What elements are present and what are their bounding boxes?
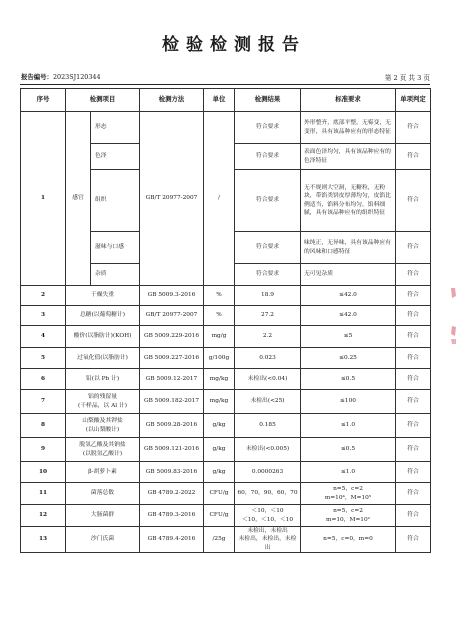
report-number-value: 2023SJ120344 (52, 73, 101, 81)
verdict-cell: 符合 (396, 306, 431, 326)
result-cell: 0.0000263 (235, 462, 301, 483)
standard-cell: ≤100 (301, 390, 396, 414)
standard-cell: n=5，c=2 m=10⁴，M=10⁵ (301, 483, 396, 505)
row-no: 1 (21, 112, 66, 286)
page-info: 第 2 页 共 3 页 (384, 74, 430, 82)
table-row (21, 390, 431, 414)
report-title: 检验检测报告 (162, 35, 306, 55)
item-cell: 铅(以 Pb 计) (66, 369, 140, 390)
header-result: 检测结果 (235, 89, 301, 112)
seal-edge-mark (449, 286, 458, 346)
table-row (21, 483, 431, 505)
result-cell: 符合要求 (235, 144, 301, 170)
standard-cell: 味纯正，无异味，具有该品种应有的风味和口感特征 (301, 232, 396, 264)
results-table (20, 88, 431, 553)
standard-cell: 外形整齐，底部平整，无霉变，无变形，具有该品种应有的形态特征 (301, 112, 396, 144)
verdict-cell: 符合 (396, 112, 431, 144)
verdict-cell: 符合 (396, 144, 431, 170)
sensory-method: GB/T 20977-2007 (140, 112, 204, 286)
method-cell: GB 5009.28-2016 (140, 414, 204, 438)
result-cell: 60，70，90，60，70 (235, 483, 301, 505)
method-cell: GB 5009.182-2017 (140, 390, 204, 414)
standard-cell: ≤0.5 (301, 438, 396, 462)
table-row (21, 326, 431, 348)
sensory-sub-item: 色泽 (91, 144, 140, 170)
item-cell: 菌落总数 (66, 483, 140, 505)
unit-cell: g/kg (204, 414, 235, 438)
standard-cell: ≤42.0 (301, 306, 396, 326)
row-no: 3 (21, 306, 66, 326)
result-cell: 18.9 (235, 286, 301, 306)
item-cell: 酸价(以脂肪计)(KOH) (66, 326, 140, 348)
verdict-cell: 符合 (396, 462, 431, 483)
verdict-cell: 符合 (396, 232, 431, 264)
result-cell: 2.2 (235, 326, 301, 348)
item-cell: 沙门氏菌 (66, 527, 140, 553)
table-row (21, 414, 431, 438)
report-number (21, 72, 101, 81)
method-cell: GB 4789.2-2022 (140, 483, 204, 505)
sensory-sub-item: 组织 (91, 170, 140, 232)
verdict-cell: 符合 (396, 264, 431, 286)
standard-cell: ≤1.0 (301, 414, 396, 438)
verdict-cell: 符合 (396, 170, 431, 232)
header-rule (20, 84, 430, 85)
row-no: 8 (21, 414, 66, 438)
result-cell: 27.2 (235, 306, 301, 326)
simple-rows (21, 286, 431, 553)
table-header-row (21, 89, 431, 112)
item-cell: 脱氢乙酸及其钠盐 (以脱氢乙酸计) (66, 438, 140, 462)
row-no: 13 (21, 527, 66, 553)
standard-cell: ≤5 (301, 326, 396, 348)
result-cell: 未检出(<0.04) (235, 369, 301, 390)
verdict-cell: 符合 (396, 390, 431, 414)
standard-cell: ≤42.0 (301, 286, 396, 306)
verdict-cell: 符合 (396, 483, 431, 505)
unit-cell: CFU/g (204, 483, 235, 505)
report-number-label: 报告编号： (21, 73, 53, 81)
method-cell: GB 4789.3-2016 (140, 505, 204, 527)
unit-cell: mg/kg (204, 390, 235, 414)
standard-cell: 无不规则大空洞，无糖粒，无粉块，带馅类饼皮厚薄均匀，皮馅比例适当，馅料分布均匀，馅料细腻，具有该品种应有的组织特征 (301, 170, 396, 232)
sensory-sub-item: 杂质 (91, 264, 140, 286)
unit-cell: g/kg (204, 438, 235, 462)
header-method: 检测方法 (140, 89, 204, 112)
standard-cell: ≤0.25 (301, 348, 396, 369)
result-cell: 0.185 (235, 414, 301, 438)
sensory-category: 感官 (66, 112, 91, 286)
unit-cell: g/kg (204, 462, 235, 483)
unit-cell: CFU/g (204, 505, 235, 527)
result-cell: 未检出，未检出 未检出，未检出，未检出 (235, 527, 301, 553)
header-standard: 标准要求 (301, 89, 396, 112)
header-no: 序号 (21, 89, 66, 112)
method-cell: GB 5009.83-2016 (140, 462, 204, 483)
result-cell: 符合要求 (235, 112, 301, 144)
row-no: 10 (21, 462, 66, 483)
standard-cell: ≤1.0 (301, 462, 396, 483)
table-row (21, 462, 431, 483)
result-cell: 未检出(<0.005) (235, 438, 301, 462)
table-row (21, 527, 431, 553)
table-row (21, 438, 431, 462)
standard-cell: n=5，c=0，m=0 (301, 527, 396, 553)
verdict-cell: 符合 (396, 348, 431, 369)
table-row (21, 286, 431, 306)
row-no: 11 (21, 483, 66, 505)
sensory-sub-item: 形态 (91, 112, 140, 144)
header-item: 检测项目 (66, 89, 140, 112)
sensory-unit: / (204, 112, 235, 286)
table-row (21, 306, 431, 326)
verdict-cell: 符合 (396, 414, 431, 438)
verdict-cell: 符合 (396, 438, 431, 462)
standard-cell: 无可见杂质 (301, 264, 396, 286)
header-verdict: 单项判定 (396, 89, 431, 112)
table-row (21, 505, 431, 527)
unit-cell: mg/kg (204, 369, 235, 390)
method-cell: GB 5009.229-2016 (140, 326, 204, 348)
method-cell: GB 5009.12-2017 (140, 369, 204, 390)
row-no: 12 (21, 505, 66, 527)
sensory-sub-item: 滋味与口感 (91, 232, 140, 264)
method-cell: GB/T 20977-2007 (140, 306, 204, 326)
header-unit: 单位 (204, 89, 235, 112)
result-cell: 符合要求 (235, 170, 301, 232)
row-no: 5 (21, 348, 66, 369)
standard-cell: n=5，c=2 m=10，M=10² (301, 505, 396, 527)
row-no: 2 (21, 286, 66, 306)
method-cell: GB 5009.121-2016 (140, 438, 204, 462)
verdict-cell: 符合 (396, 369, 431, 390)
item-cell: 总糖(以葡萄糖计) (66, 306, 140, 326)
verdict-cell: 符合 (396, 286, 431, 306)
row-no: 6 (21, 369, 66, 390)
table-row (21, 348, 431, 369)
item-cell: 干燥失重 (66, 286, 140, 306)
table-row (21, 369, 431, 390)
item-cell: 山梨酸及其钾盐 (以山梨酸计) (66, 414, 140, 438)
standard-cell: 表面色泽均匀，具有该品种应有的色泽特征 (301, 144, 396, 170)
result-cell: 0.023 (235, 348, 301, 369)
standard-cell: ≤0.5 (301, 369, 396, 390)
method-cell: GB 5009.3-2016 (140, 286, 204, 306)
row-no: 4 (21, 326, 66, 348)
unit-cell: /25g (204, 527, 235, 553)
unit-cell: % (204, 286, 235, 306)
verdict-cell: 符合 (396, 505, 431, 527)
unit-cell: g/100g (204, 348, 235, 369)
row-no: 7 (21, 390, 66, 414)
result-cell: ＜10，＜10 ＜10，＜10，＜10 (235, 505, 301, 527)
table-row (21, 112, 431, 144)
unit-cell: mg/g (204, 326, 235, 348)
verdict-cell: 符合 (396, 326, 431, 348)
verdict-cell: 符合 (396, 527, 431, 553)
item-cell: 过氧化值(以脂肪计) (66, 348, 140, 369)
result-cell: 符合要求 (235, 264, 301, 286)
item-cell: 铝的残留量 (干样品，以 Al 计) (66, 390, 140, 414)
method-cell: GB 4789.4-2016 (140, 527, 204, 553)
result-cell: 符合要求 (235, 232, 301, 264)
item-cell: 大肠菌群 (66, 505, 140, 527)
result-cell: 未检出(<25) (235, 390, 301, 414)
item-cell: β-胡萝卜素 (66, 462, 140, 483)
unit-cell: % (204, 306, 235, 326)
method-cell: GB 5009.227-2016 (140, 348, 204, 369)
row-no: 9 (21, 438, 66, 462)
